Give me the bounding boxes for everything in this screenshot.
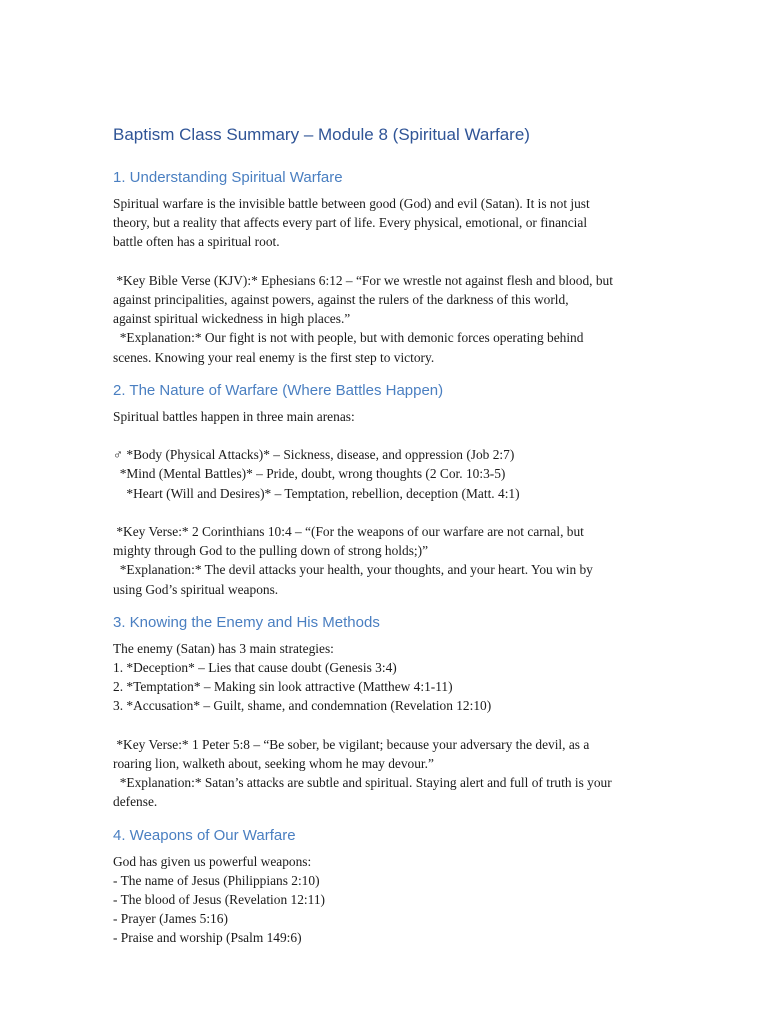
list-item: 1. *Deception* – Lies that cause doubt (Genesis 3:4) <box>113 660 397 676</box>
paragraph <box>113 407 663 426</box>
text-line: ♂ *Body (Physical Attacks)* – Sickness, disease, and oppression (Job 2:7) <box>113 447 515 463</box>
text-line: battle often has a spiritual root. <box>113 234 280 250</box>
text-line: *Explanation:* Satan’s attacks are subtle and spiritual. Staying alert and full of truth is your <box>113 775 612 791</box>
text-line: Spiritual battles happen in three main arenas: <box>113 408 355 424</box>
text-line: *Explanation:* Our fight is not with people, but with demonic forces operating behind <box>113 330 584 346</box>
section-weapons-of-warfare <box>113 824 663 948</box>
text-line: *Key Verse:* 2 Corinthians 10:4 – “(For the weapons of our warfare are not carnal, but <box>113 524 584 539</box>
text-line: against spiritual wickedness in high places.” <box>113 311 351 327</box>
text-line: roaring lion, walketh about, seeking whom he may devour.” <box>113 756 434 772</box>
text-line: God has given us powerful weapons: <box>113 853 312 869</box>
text-line: against principalities, against powers, against the rulers of the darkness of this world, <box>113 292 569 307</box>
text-line: mighty through God to the pulling down of strong holds;)” <box>113 543 429 559</box>
paragraph <box>113 522 663 599</box>
list-item: 3. *Accusation* – Guilt, shame, and condemnation (Revelation 12:10) <box>113 698 492 714</box>
text-line: theory, but a reality that affects every part of life. Every physical, emotional, or financial <box>113 215 588 231</box>
section-heading: 2. The Nature of Warfare (Where Battles Happen) <box>113 381 444 399</box>
text-line: *Mind (Mental Battles)* – Pride, doubt, wrong thoughts (2 Cor. 10:3-5) <box>113 466 506 482</box>
text-line: *Key Bible Verse (KJV):* Ephesians 6:12 – “For we wrestle not against flesh and blood, but <box>113 272 613 288</box>
text-line: *Key Verse:* 1 Peter 5:8 – “Be sober, be vigilant; because your adversary the devil, as a <box>113 736 590 752</box>
section-understanding-spiritual-warfare <box>113 166 663 367</box>
section-heading: 4. Weapons of Our Warfare <box>113 826 296 844</box>
paragraph <box>113 735 663 812</box>
document-content <box>113 118 663 948</box>
text-line: Spiritual warfare is the invisible battle between good (God) and evil (Satan). It is not just <box>113 196 590 211</box>
text-line: using God’s spiritual weapons. <box>113 581 279 597</box>
section-heading: 1. Understanding Spiritual Warfare <box>113 169 343 186</box>
list-item: - Praise and worship (Psalm 149:6) <box>113 930 302 946</box>
text-line: *Explanation:* The devil attacks your health, your thoughts, and your heart. You win by <box>113 562 593 578</box>
text-line: defense. <box>113 794 158 810</box>
section-heading: 3. Knowing the Enemy and His Methods <box>113 613 380 631</box>
section-nature-of-warfare <box>113 379 663 599</box>
list-item: 2. *Temptation* – Making sin look attractive (Matthew 4:1-11) <box>113 679 453 695</box>
text-line: The enemy (Satan) has 3 main strategies: <box>113 640 334 656</box>
list-item: - The name of Jesus (Philippians 2:10) <box>113 872 320 888</box>
paragraph <box>113 445 663 503</box>
paragraph <box>113 852 663 948</box>
section-knowing-the-enemy <box>113 611 663 812</box>
document-title: Baptism Class Summary – Module 8 (Spiritual Warfare) <box>113 125 530 144</box>
list-item: - Prayer (James 5:16) <box>113 911 228 927</box>
paragraph <box>113 194 663 252</box>
paragraph <box>113 271 663 367</box>
list-item: - The blood of Jesus (Revelation 12:11) <box>113 892 325 908</box>
text-line: scenes. Knowing your real enemy is the first step to victory. <box>113 349 435 365</box>
paragraph <box>113 639 663 716</box>
text-line: *Heart (Will and Desires)* – Temptation, rebellion, deception (Matt. 4:1) <box>113 485 520 501</box>
